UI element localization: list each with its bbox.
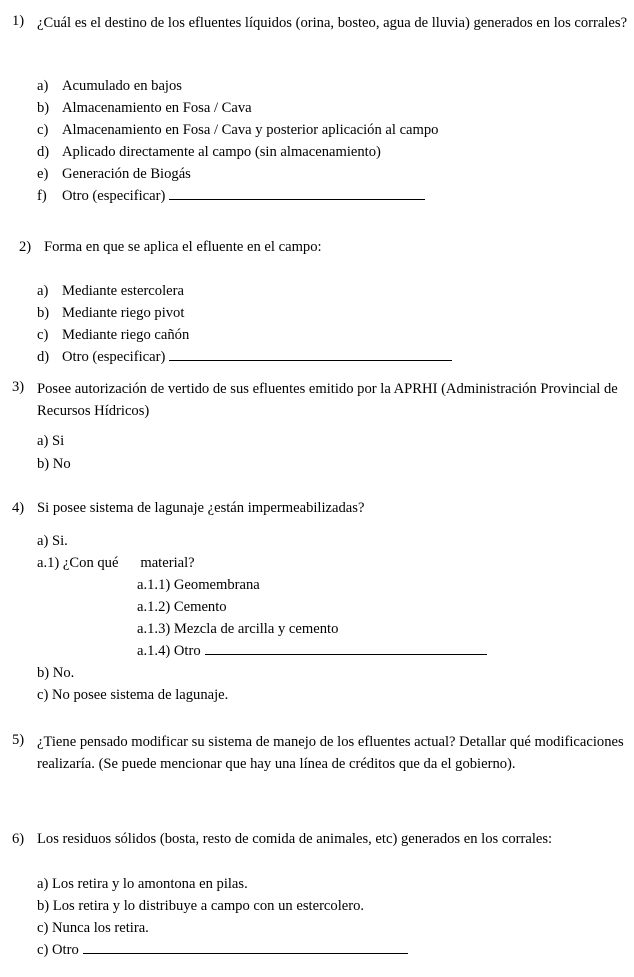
q2-option-a-letter: a) [37,283,49,299]
q3-option-a: a) Si [37,433,65,449]
q1-option-f-letter: f) [37,188,47,204]
q2-option-d-letter: d) [37,349,50,365]
q3-text: Posee autorización de vertido de sus efluentes emitido por la APRHI (Administración Provincial de Recursos Hídricos) [37,381,618,419]
q4-sub-2: a.1.2) Cemento [137,599,227,615]
q5-text: ¿Tiene pensado modificar su sistema de manejo de los efluentes actual? Detallar qué modificaciones realizaría. (Se puede mencionar que hay una línea de créditos que da el gobierno). [37,734,624,772]
q4-sub-1: a.1.1) Geomembrana [137,577,260,593]
q1-option-d-letter: d) [37,144,50,160]
q1-option-a-letter: a) [37,78,49,94]
q6-option-a: a) Los retira y lo amontona en pilas. [37,876,248,892]
q1-option-b-letter: b) [37,100,50,116]
q3-option-b: b) No [37,456,71,472]
q6-option-d: c) Otro [37,942,79,958]
q1-text: ¿Cuál es el destino de los efluentes líquidos (orina, bosteo, agua de lluvia) generados en los corrales? [37,15,628,31]
q1-option-d: Aplicado directamente al campo (sin almacenamiento) [62,144,381,160]
q4-number: 4) [12,500,25,516]
q6-option-b: b) Los retira y lo distribuye a campo con un estercolero. [37,898,365,914]
q1-other-answer-line[interactable] [169,187,425,200]
q2-option-b-letter: b) [37,305,50,321]
q1-option-c: Almacenamiento en Fosa / Cava y posterior aplicación al campo [62,122,439,138]
q4-option-a: a) Si. [37,533,68,549]
q6-option-c: c) Nunca los retira. [37,920,149,936]
q2-text: Forma en que se aplica el efluente en el campo: [44,239,322,255]
q4-sub-4: a.1.4) Otro [137,643,201,659]
q2-option-a: Mediante estercolera [62,283,184,299]
q1-option-e: Generación de Biogás [62,166,191,182]
q1-option-b: Almacenamiento en Fosa / Cava [62,100,252,116]
q2-option-c: Mediante riego cañón [62,327,190,343]
q1-number: 1) [12,13,25,29]
q4-option-c: c) No posee sistema de lagunaje. [37,687,229,703]
q2-other-answer-line[interactable] [169,348,452,361]
q6-number: 6) [12,831,25,847]
q4-other-answer-line[interactable] [205,642,487,655]
q5-number: 5) [12,732,25,748]
q2-option-d: Otro (especificar) [62,349,166,365]
q1-option-f: Otro (especificar) [62,188,166,204]
q3-number: 3) [12,379,25,395]
q4-sub-3: a.1.3) Mezcla de arcilla y cemento [137,621,339,637]
q1-option-c-letter: c) [37,122,49,138]
q2-option-c-letter: c) [37,327,49,343]
q1-option-e-letter: e) [37,166,49,182]
q6-text: Los residuos sólidos (bosta, resto de comida de animales, etc) generados en los corrales: [37,831,553,847]
q1-option-a: Acumulado en bajos [62,78,182,94]
q4-option-b: b) No. [37,665,75,681]
q4-option-a1: a.1) ¿Con qué material? [37,555,195,571]
q2-option-b: Mediante riego pivot [62,305,185,321]
q6-other-answer-line[interactable] [83,941,408,954]
q2-number: 2) [19,239,32,255]
q4-text: Si posee sistema de lagunaje ¿están impermeabilizadas? [37,500,365,516]
